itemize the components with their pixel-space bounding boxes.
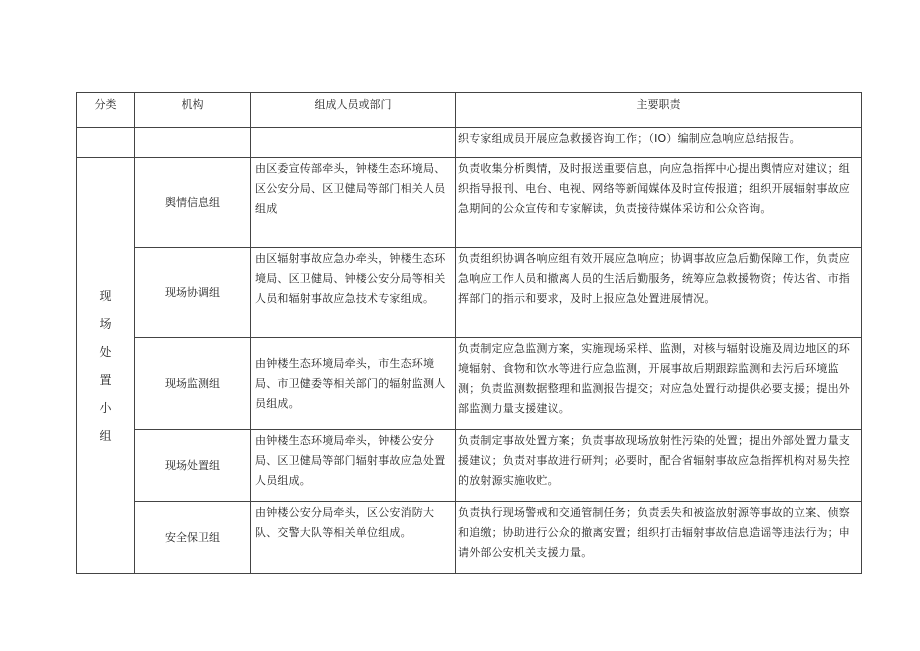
cell-category-empty (77, 128, 135, 158)
cell-org: 安全保卫组 (135, 502, 251, 574)
header-duties: 主要职责 (456, 93, 862, 128)
cell-duties-continuation: 织专家组成员开展应急救援咨询工作；（IO）编制应急响应总结报告。 (456, 128, 862, 158)
responsibility-table (76, 92, 862, 574)
cell-duties: 负责组织协调各响应组有效开展应急响应；协调事故应急后勤保障工作，负责应急响应工作人员和撤离人员的生活后勤服务，统筹应急救援物资；传达省、市指挥部门的指示和要求，及时上报应急处置进展情况。 (456, 248, 862, 338)
table-row-continuation (77, 128, 862, 158)
header-org: 机构 (135, 93, 251, 128)
category-char: 小 (99, 400, 112, 415)
category-char: 现 (99, 288, 112, 303)
header-category: 分类 (77, 93, 135, 128)
table-header-row (77, 93, 862, 128)
table-row (77, 502, 862, 574)
cell-members: 由钟楼生态环境局牵头，钟楼公安分局、区卫健局等部门辐射事故应急处置人员组成。 (251, 430, 456, 502)
cell-org: 现场协调组 (135, 248, 251, 338)
category-char: 场 (99, 316, 112, 331)
category-char: 组 (99, 428, 112, 443)
cell-duties: 负责收集分析舆情，及时报送重要信息，向应急指挥中心提出舆情应对建议；组织指导报刊、电台、电视、网络等新闻媒体及时宣传报道；组织开展辐射事故应急期间的公众宣传和专家解读，负责接待媒体采访和公众咨询。 (456, 158, 862, 248)
cell-org: 舆情信息组 (135, 158, 251, 248)
header-members: 组成人员或部门 (251, 93, 456, 128)
cell-org: 现场处置组 (135, 430, 251, 502)
cell-duties: 负责制定事故处置方案；负责事故现场放射性污染的处置；提出外部处置力量支援建议；负责对事故进行研判；必要时，配合省辐射事故应急指挥机构对易失控的放射源实施收贮。 (456, 430, 862, 502)
category-char: 处 (99, 344, 112, 359)
cell-duties: 负责执行现场警戒和交通管制任务；负责丢失和被盗放射源等事故的立案、侦察和追缴；协助进行公众的撤离安置；组织打击辐射事故信息造谣等违法行为；申请外部公安机关支援力量。 (456, 502, 862, 574)
table-row (77, 248, 862, 338)
table-row (77, 430, 862, 502)
table-row (77, 338, 862, 430)
cell-members: 由钟楼公安分局牵头，区公安消防大队、交警大队等相关单位组成。 (251, 502, 456, 574)
cell-category-onsite-group (77, 158, 135, 574)
cell-members-empty (251, 128, 456, 158)
cell-members: 由区委宣传部牵头，钟楼生态环境局、区公安分局、区卫健局等部门相关人员组成 (251, 158, 456, 248)
cell-members: 由钟楼生态环境局牵头，市生态环境局、市卫健委等相关部门的辐射监测人员组成。 (251, 338, 456, 430)
cell-duties: 负责制定应急监测方案，实施现场采样、监测，对核与辐射设施及周边地区的环境辐射、食物和饮水等进行应急监测，开展事故后期跟踪监测和去污后环境监测；负责监测数据整理和监测报告提交；对应急处置行动提供必要支援；提出外部监测力量支援建议。 (456, 338, 862, 430)
cell-org: 现场监测组 (135, 338, 251, 430)
cell-org-empty (135, 128, 251, 158)
cell-members: 由区辐射事故应急办牵头，钟楼生态环境局、区卫健局、钟楼公安分局等相关人员和辐射事故应急技术专家组成。 (251, 248, 456, 338)
category-char: 置 (99, 372, 112, 387)
table-row (77, 158, 862, 248)
